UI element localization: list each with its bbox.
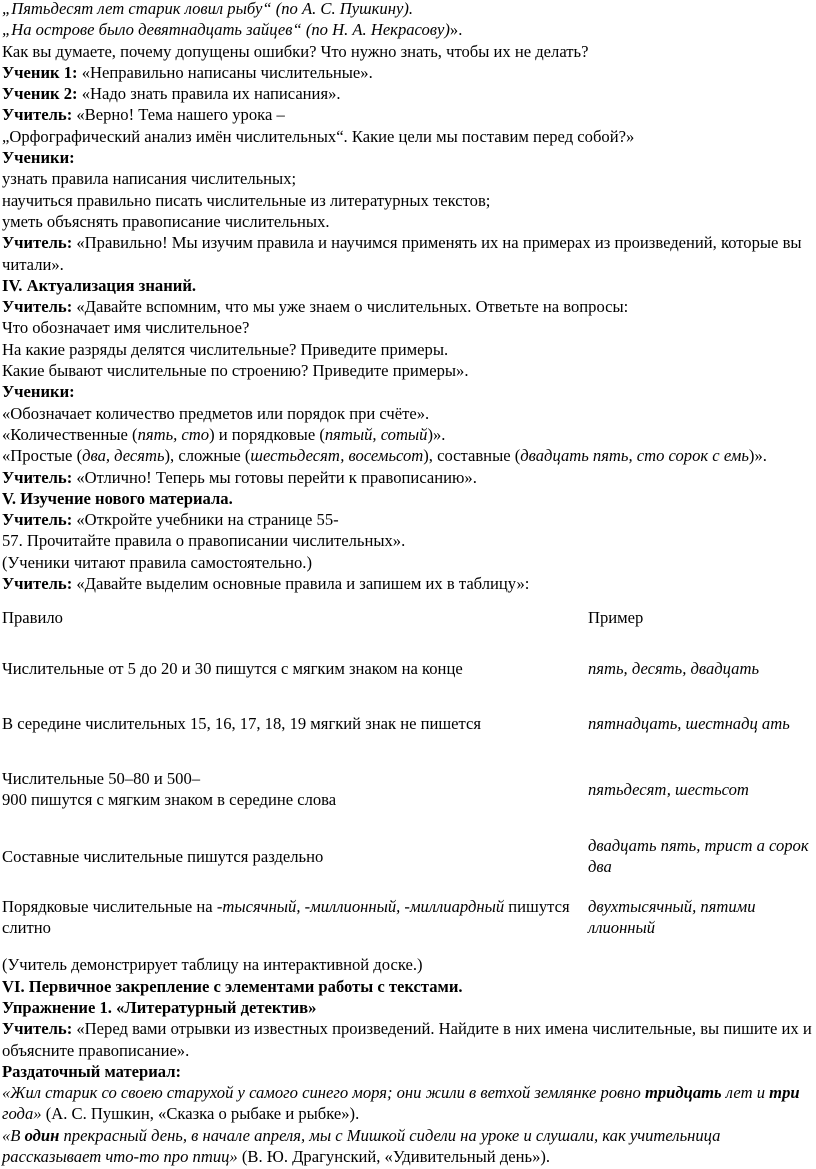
question-item: Какие бывают числительные по строению? Приведите примеры».	[2, 361, 469, 381]
table-row	[2, 643, 814, 693]
question-line: Как вы думаете, почему допущены ошибки? Что нужно знать, чтобы их не делать?	[2, 41, 589, 61]
table-row	[2, 753, 814, 825]
teacher-line: Учитель: «Верно! Тема нашего урока –	[2, 105, 285, 125]
answer-line: «Количественные (пять, сто) и порядковые (пятый, сотый)».	[2, 424, 446, 444]
example-cell: пятьдесят, шестьсот	[588, 779, 749, 799]
student-2-line: Ученик 2: «Надо знать правила их написания».	[2, 84, 341, 104]
rule-cell: Числительные от 5 до 20 и 30 пишутся с мягким знаком на конце	[2, 658, 463, 678]
goal-item: уметь объяснять правописание числительных.	[2, 211, 330, 231]
example-cell: пятнадцать, шестнадц ать	[588, 713, 790, 733]
speaker-label: Ученик 1:	[2, 62, 78, 82]
goal-item: узнать правила написания числительных;	[2, 169, 297, 189]
speaker-label: Учитель:	[2, 510, 73, 530]
header-rule: Правило	[2, 608, 63, 628]
example-cell: двадцать пять, трист а сорок два	[588, 836, 809, 877]
teacher-line: Учитель: «Отлично! Теперь мы готовы перейти к правописанию».	[2, 467, 477, 487]
note-line: (Ученики читают правила самостоятельно.)	[2, 552, 312, 572]
teacher-line: Учитель: «Давайте вспомним, что мы уже знаем о числительных. Ответьте на вопросы:	[2, 297, 629, 317]
section-5-title: V. Изучение нового материала.	[2, 488, 233, 508]
quote-pushkin: «Жил старик со своею старухой у самого синего моря; они жили в ветхой землянке ровно тридцать лет и три года» (А. С. Пушкин, «Сказка о рыбаке и рыбке»).	[2, 1083, 800, 1124]
example-cell: пять, десять, двадцать	[588, 658, 760, 678]
speaker-label: Учитель:	[2, 467, 73, 487]
speaker-label: Учитель:	[2, 297, 73, 317]
rule-cell: Порядковые числительные на -тысячный, -миллионный, -миллиардный пишутся слитно	[2, 897, 570, 938]
teacher-confirm: Учитель: «Правильно! Мы изучим правила и научимся применять их на примерах из произведений, которые вы читали».	[2, 233, 802, 274]
students-label: Ученики:	[2, 382, 75, 402]
table-row	[2, 887, 814, 947]
quote-dragunsky: «В один прекрасный день, в начале апреля, мы с Мишкой сидели на уроке и слушали, как учительница рассказывает что-то про птиц» (В. Ю. Драгунский, «Удивительный день»).	[2, 1125, 721, 1166]
teacher-line: Учитель: «Откройте учебники на странице 55-	[2, 510, 339, 530]
speaker-label: Учитель:	[2, 574, 73, 594]
rule-cell: В середине числительных 15, 16, 17, 18, 19 мягкий знак не пишется	[2, 713, 481, 733]
reference-line-2: „На острове было девятнадцать зайцев“ (по Н. А. Некрасову)».	[2, 20, 463, 40]
table-row	[2, 693, 814, 753]
student-1-line: Ученик 1: «Неправильно написаны числительные».	[2, 62, 373, 82]
rule-cell: Числительные 50–80 и 500– 900 пишутся с мягким знаком в середине слова	[2, 769, 337, 810]
question-item: На какие разряды делятся числительные? Приведите примеры.	[2, 339, 449, 359]
exercise-title: Упражнение 1. «Литературный детектив»	[2, 997, 317, 1017]
speaker-label: Ученик 2:	[2, 84, 78, 104]
teacher-line: Учитель: «Давайте выделим основные правила и запишем их в таблицу»:	[2, 574, 530, 594]
teacher-instruction: Учитель: «Перед вами отрывки из известных произведений. Найдите в них имена числительные, вы пишите их и объясните правописание».	[2, 1019, 812, 1060]
answer-line: «Простые (два, десять), сложные (шестьдесят, восемьсот), составные (двадцать пять, сто сорок с емь)».	[2, 446, 767, 466]
goal-item: научиться правильно писать числительные из литературных текстов;	[2, 190, 491, 210]
rule-cell: Составные числительные пишутся раздельно	[2, 846, 324, 866]
speaker-label: Учитель:	[2, 233, 73, 253]
question-item: Что обозначает имя числительное?	[2, 318, 250, 338]
lesson-topic: „Орфографический анализ имён числительных“. Какие цели мы поставим перед собой?»	[2, 126, 635, 146]
example-cell: двухтысячный, пятими ллионный	[588, 897, 756, 938]
reference-line-1: „Пятьдесят лет старик ловил рыбу“ (по А. С. Пушкину).	[2, 0, 413, 18]
handout-label: Раздаточный материал:	[2, 1061, 182, 1081]
note-line: (Учитель демонстрирует таблицу на интерактивной доске.)	[2, 955, 423, 975]
speaker-label: Учитель:	[2, 105, 73, 125]
section-4-title: IV. Актуализация знаний.	[2, 275, 197, 295]
table-header-row	[2, 607, 814, 643]
students-label: Ученики:	[2, 148, 75, 168]
header-example: Пример	[588, 608, 644, 628]
answer-line: «Обозначает количество предметов или порядок при счёте».	[2, 403, 430, 423]
speaker-label: Учитель:	[2, 1019, 73, 1039]
rules-table	[2, 607, 814, 947]
table-row	[2, 825, 814, 887]
teacher-line-cont: 57. Прочитайте правила о правописании числительных».	[2, 531, 406, 551]
section-6-title: VI. Первичное закрепление с элементами работы с текстами.	[2, 976, 463, 996]
